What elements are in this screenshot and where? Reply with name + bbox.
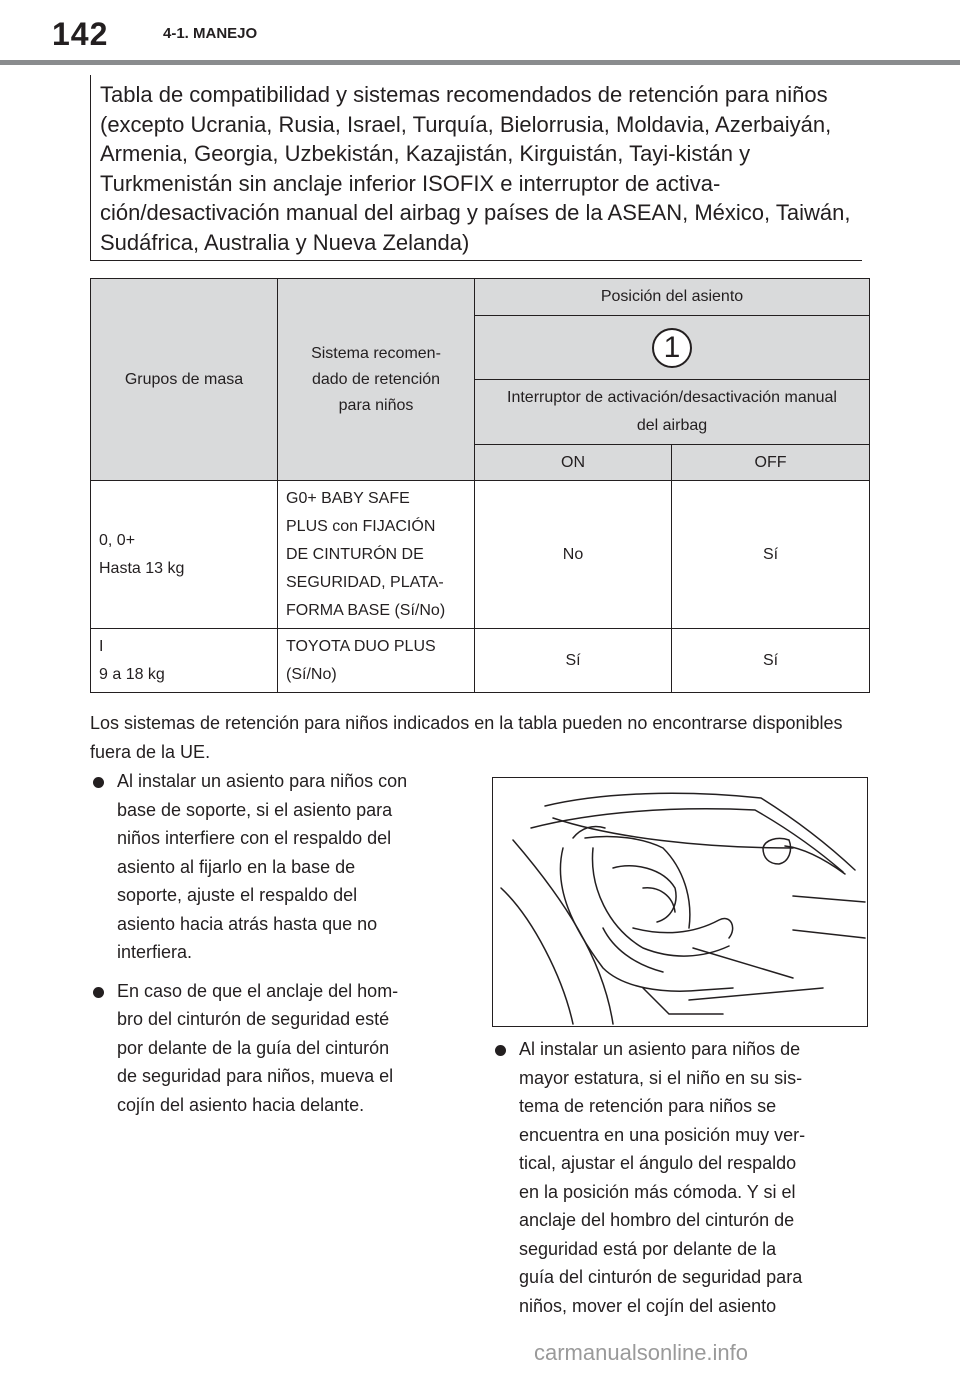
page-number: 142 (52, 16, 109, 52)
restraint-system-cell (278, 629, 475, 693)
system-line: G0+ BABY SAFE (286, 489, 410, 507)
child-seat-illustration (492, 777, 868, 1027)
table-row (91, 481, 870, 629)
system-line: PLUS con FIJACIÓN (286, 517, 436, 535)
header-seat-position: Posición del asiento (475, 279, 870, 316)
header-system-line: para niños (338, 396, 414, 414)
left-bullet-list (90, 767, 480, 1129)
bullet-dot-icon (495, 1045, 506, 1056)
header-airbag-switch (475, 380, 870, 445)
mass-group-line: I (99, 637, 104, 655)
on-value-cell: Sí (475, 629, 672, 693)
mass-group-cell (91, 629, 278, 693)
bullet-item: Al instalar un asiento para niños con base de soporte, si el asiento para niños interfiere con el respaldo del asiento al fijarlo en la base de soporte, ajuste el respaldo del asiento hacia atrás hasta que no interfiera. (90, 767, 480, 967)
child-seat-drawing (493, 778, 867, 1026)
header-airbag-line: Interruptor de activación/desactivación manual (507, 389, 837, 406)
header-airbag-line: del airbag (636, 417, 708, 434)
header-on: ON (475, 445, 672, 481)
mass-group-line: Hasta 13 kg (99, 559, 185, 577)
bullet-dot-icon (93, 987, 104, 998)
bullet-item: En caso de que el anclaje del hom- bro del cinturón de seguridad esté por delante de la guía del cinturón de seguridad para niños, mueva el cojín del asiento hacia delante. (90, 977, 480, 1120)
seat-number-badge: 1 (652, 328, 692, 368)
restraint-system-cell (278, 481, 475, 629)
system-line: DE CINTURÓN DE (286, 545, 424, 563)
mass-group-cell (91, 481, 278, 629)
bullet-item: Al instalar un asiento para niños de mayor estatura, si el niño en su sis- tema de retención para niños se encuentra en una posición muy ver- tical, ajustar el ángulo del respaldo en la posición más cómoda. Y si el anclaje del hombro del cinturón de seguridad está por delante de la guía del cinturón de seguridad para niños, mover el cojín del asiento (492, 1035, 872, 1320)
availability-note: Los sistemas de retención para niños indicados en la tabla pueden no encontrarse disponibles fuera de la UE. (90, 713, 843, 762)
system-line: FORMA BASE (Sí/No) (286, 601, 446, 619)
mass-group-line: 9 a 18 kg (99, 665, 165, 683)
system-line: SEGURIDAD, PLATA- (286, 573, 444, 591)
header-seat-number-cell (475, 316, 870, 380)
table-row (91, 629, 870, 693)
section-title: 4-1. MANEJO (163, 25, 258, 42)
bullet-dot-icon (93, 777, 104, 788)
system-line: TOYOTA DUO PLUS (286, 637, 436, 655)
watermark: carmanualsonline.info (534, 1340, 749, 1365)
header-restraint-system (278, 279, 475, 481)
right-bullet-list (492, 1035, 872, 1330)
on-value-cell: No (475, 481, 672, 629)
header-off: OFF (672, 445, 870, 481)
off-value-cell: Sí (672, 629, 870, 693)
header-system-line: Sistema recomen- (311, 344, 441, 362)
header-rule (0, 60, 960, 65)
off-value-cell: Sí (672, 481, 870, 629)
compatibility-table (90, 278, 870, 693)
header-mass-groups: Grupos de masa (91, 279, 278, 481)
intro-text: Tabla de compatibilidad y sistemas recomendados de retención para niños (excepto Ucrania, Rusia, Israel, Turquía, Bielorrusia, Moldavia, Azerbaiyán, Armenia, Georgia, Uzbekistán, Kazajistán, Kirguistán, Tayi-kistán y Turkmenistán sin anclaje inferior ISOFIX e interruptor de activa-ción/desactivación manual del airbag y países de la ASEAN, México, Taiwán, Sudáfrica, Australia y Nueva Zelanda) (100, 82, 851, 255)
mass-group-line: 0, 0+ (99, 531, 136, 549)
header-system-line: dado de retención (311, 370, 441, 388)
system-line: (Sí/No) (286, 665, 337, 683)
